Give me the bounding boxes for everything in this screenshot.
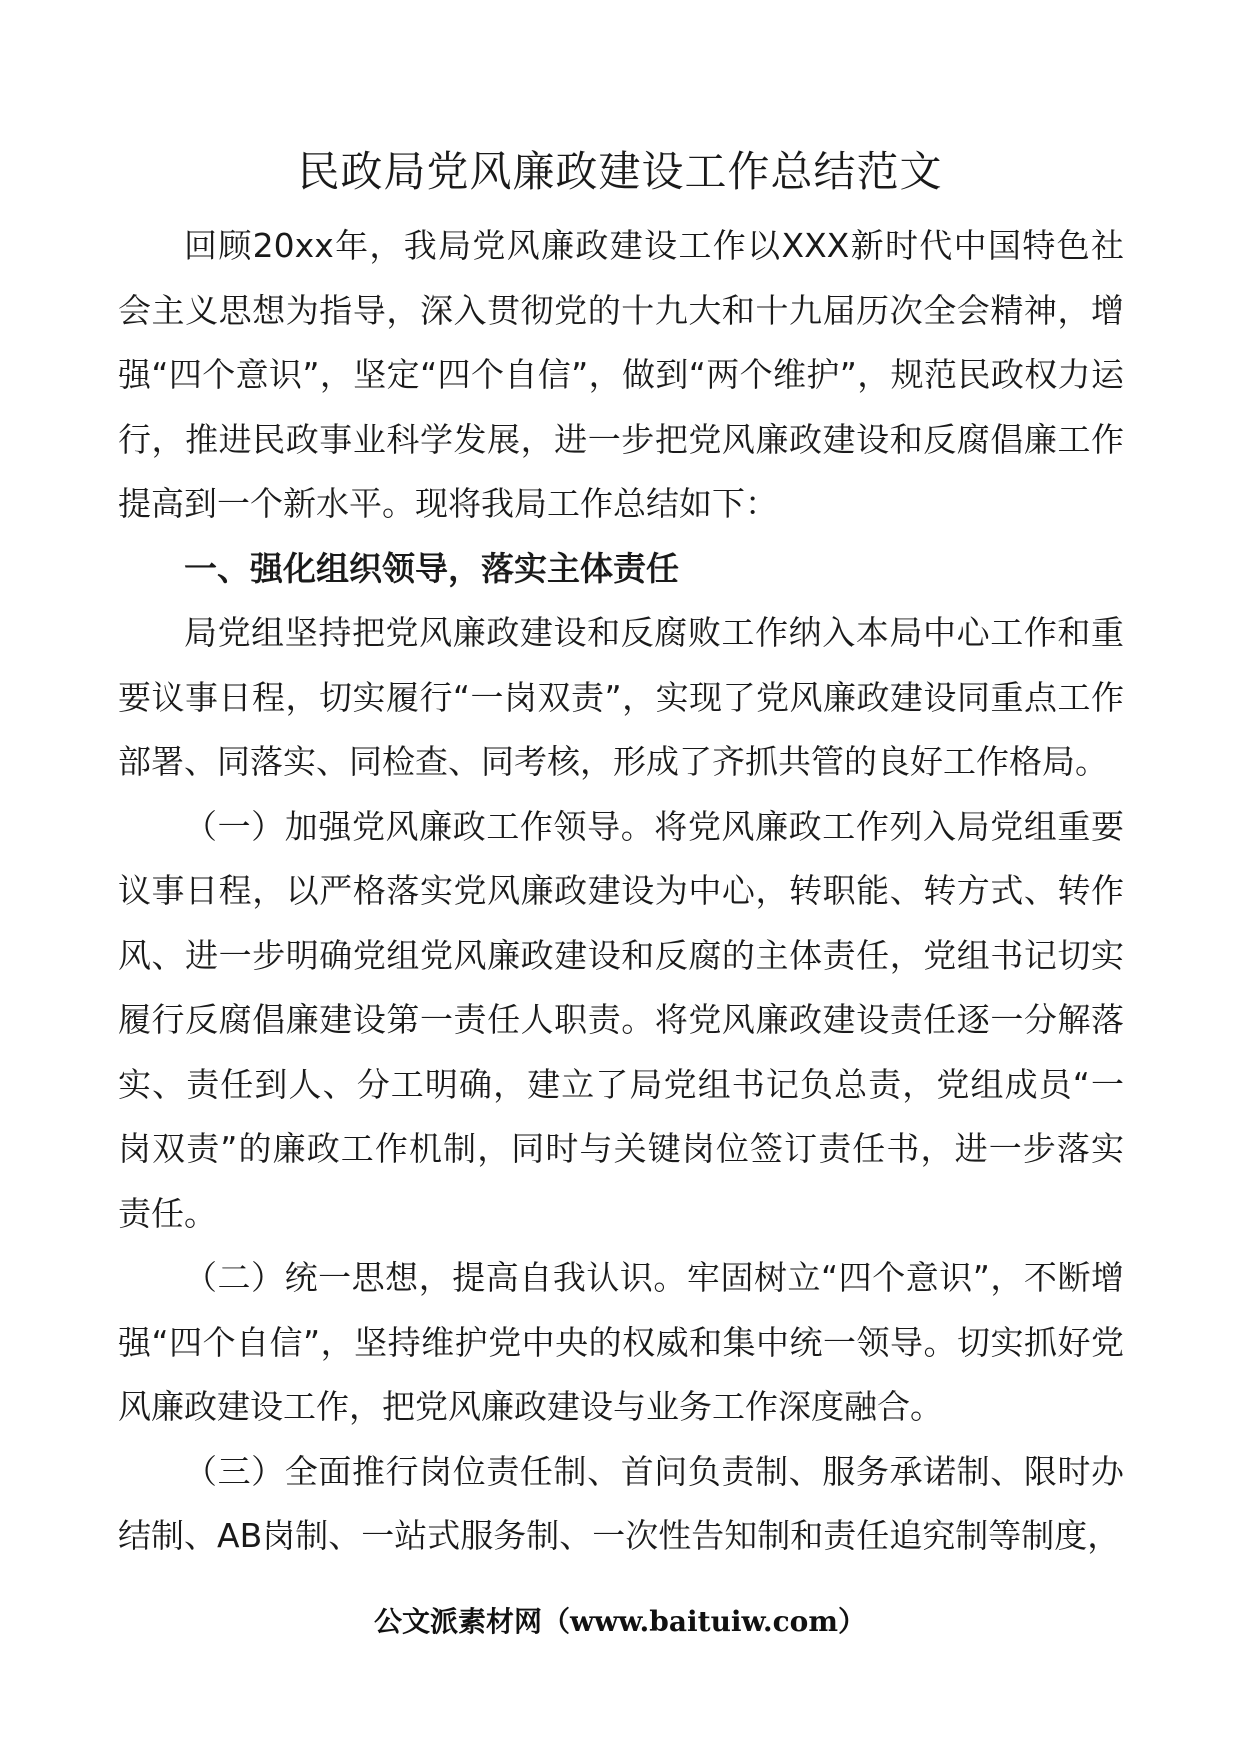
document-body — [118, 214, 1124, 1569]
footer-watermark: 公文派素材网（www.baituiw.com） — [374, 1605, 866, 1638]
intro-paragraph: 回顾20xx年，我局党风廉政建设工作以XXX新时代中国特色社会主义思想为指导，深入贯彻党的十九大和十九届历次全会精神，增强“四个意识”，坚定“四个自信”，做到“两个维护”，规范民政权力运行，推进民政事业科学发展，进一步把党风廉政建设和反腐倡廉工作提高到一个新水平。现将我局工作总结如下： — [118, 226, 1124, 523]
document-title: 民政局党风廉政建设工作总结范文 — [297, 147, 943, 196]
section-heading-1: 一、强化组织领导，落实主体责任 — [184, 548, 679, 588]
item-2-paragraph: （二）统一思想，提高自我认识。牢固树立“四个意识”，不断增强“四个自信”，坚持维护党中央的权威和集中统一领导。切实抓好党风廉政建设工作，把党风廉政建设与业务工作深度融合。 — [118, 1258, 1124, 1426]
item-1-paragraph: （一）加强党风廉政工作领导。将党风廉政工作列入局党组重要议事日程，以严格落实党风廉政建设为中心，转职能、转方式、转作风、进一步明确党组党风廉政建设和反腐的主体责任，党组书记切实履行反腐倡廉建设第一责任人职责。将党风廉政建设责任逐一分解落实、责任到人、分工明确，建立了局党组书记负总责，党组成员“一岗双责”的廉政工作机制，同时与关键岗位签订责任书，进一步落实责任。 — [118, 806, 1124, 1233]
item-3-paragraph: （三）全面推行岗位责任制、首问负责制、服务承诺制、限时办结制、AB岗制、一站式服务制、一次性告知制和责任追究制等制度， — [118, 1451, 1124, 1555]
section-1-paragraph: 局党组坚持把党风廉政建设和反腐败工作纳入本局中心工作和重要议事日程，切实履行“一岗双责”，实现了党风廉政建设同重点工作部署、同落实、同检查、同考核，形成了齐抓共管的良好工作格局。 — [118, 613, 1124, 781]
